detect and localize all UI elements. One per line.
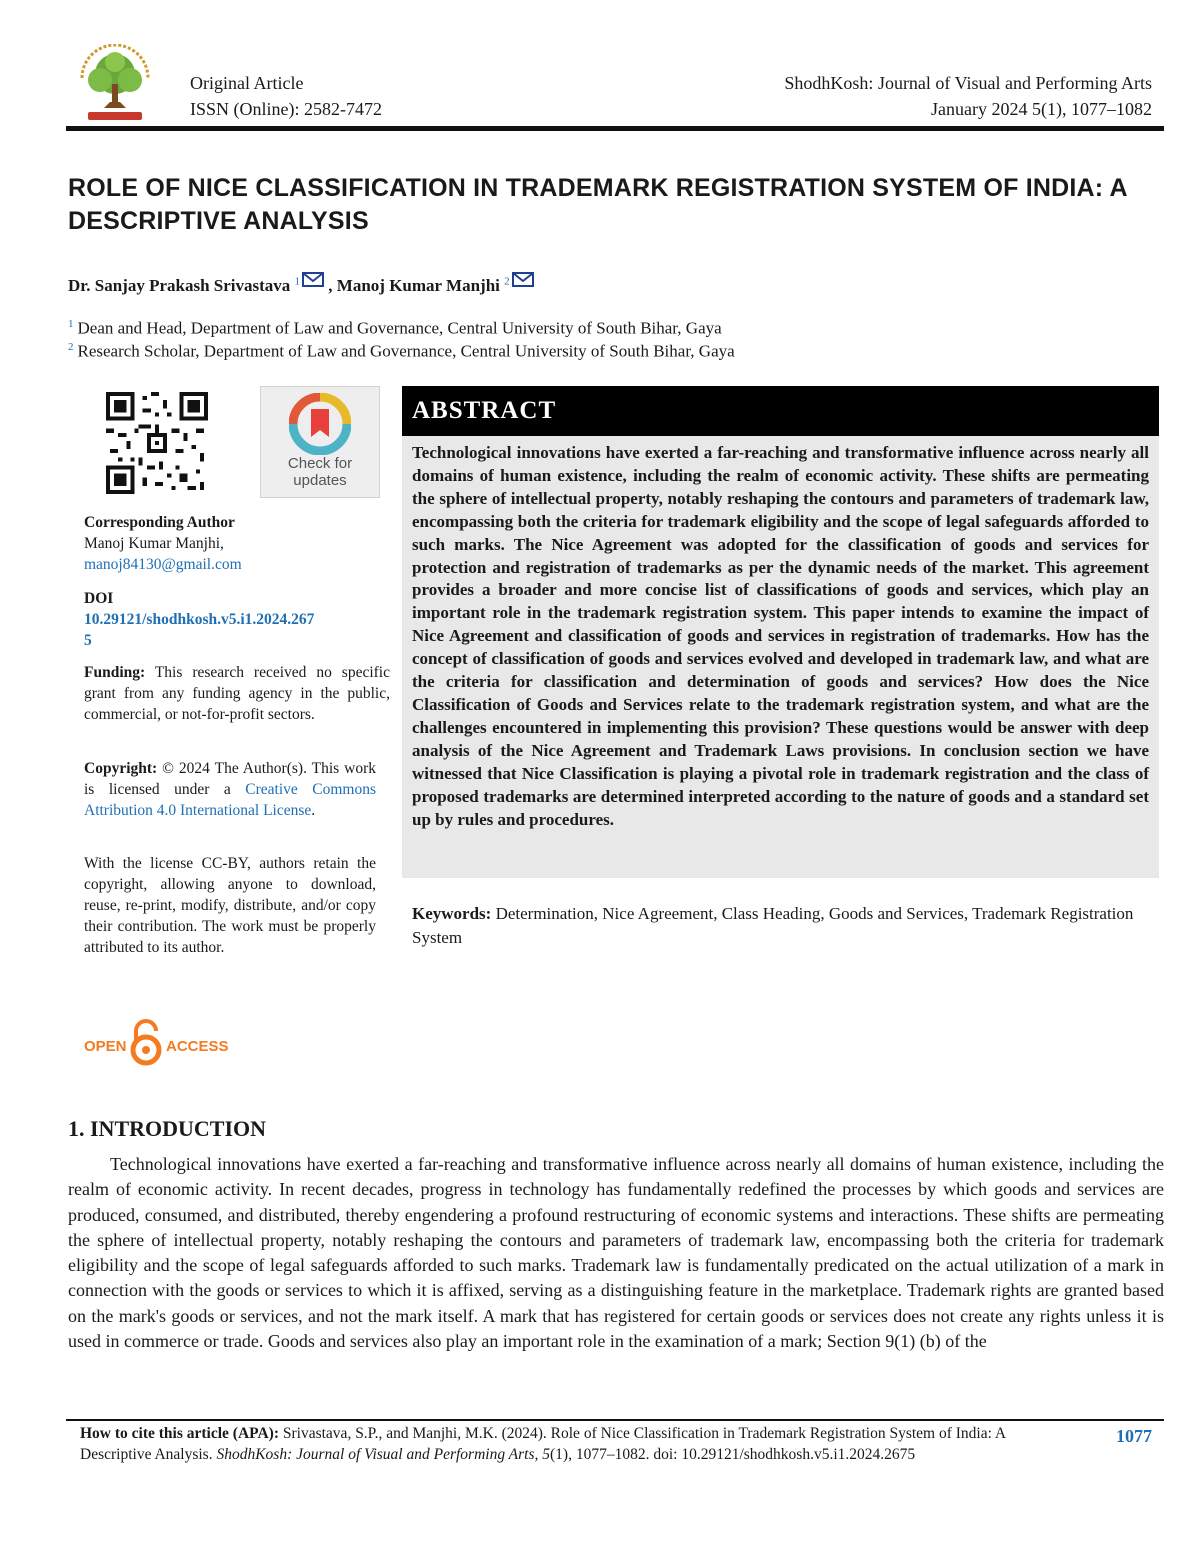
affiliation: $^1$ Dean and Head, Department of Law and Governance, Central University of South Bihar, Gaya	[68, 318, 722, 338]
section-heading: 1. INTRODUCTION	[68, 1116, 267, 1141]
citation-label: How to cite this article (APA):	[80, 1425, 279, 1442]
keywords-text: Determination, Nice Agreement, Class Heading, Goods and Services, Trademark Registration System	[412, 904, 1134, 947]
abstract-heading: ABSTRACT	[402, 386, 1159, 436]
copyright-statement: Copyright: © 2024 The Author(s). This work is licensed under a Creative Commons Attribution 4.0 International License.	[84, 760, 377, 819]
paper-title: ROLE OF NICE CLASSIFICATION IN TRADEMARK REGISTRATION SYSTEM OF INDIA: A DESCRIPTIVE ANALYSIS	[68, 174, 1127, 235]
license-link[interactable]: Creative Commons Attribution 4.0 International License	[84, 781, 376, 819]
corresponding-author-block	[84, 512, 390, 575]
journal-logo	[74, 44, 156, 124]
header-divider	[66, 126, 1164, 131]
copyright-text: © 2024 The Author(s). This work is licensed under a	[84, 760, 377, 798]
affiliation: $^2$ Research Scholar, Department of Law and Governance, Central University of South Bihar, Gaya	[68, 341, 735, 361]
email-icon[interactable]	[302, 272, 324, 287]
check-for-updates-badge[interactable]	[260, 386, 380, 498]
doi-block	[84, 588, 390, 651]
author-name[interactable]: Dr. Sanjay Prakash Srivastava	[68, 276, 291, 295]
funding-label: Funding:	[84, 664, 146, 681]
author-sup: 1	[294, 275, 301, 288]
qr-code	[106, 392, 208, 494]
funding-statement	[84, 662, 390, 725]
svg-text:OPEN: OPEN	[84, 1038, 127, 1055]
citation-journal: ShodhKosh: Journal of Visual and Performing Arts, 5	[216, 1445, 551, 1463]
copyright-label: Copyright:	[84, 760, 158, 777]
check-for-updates-line2: updates	[293, 472, 347, 489]
email-icon[interactable]	[512, 272, 534, 287]
article-type: Original Article	[190, 73, 304, 93]
abstract-text: Technological innovations have exerted a far-reaching and transformative influence across nearly all domains of human existence, including the realm of economic activity. These shifts are permeating the sphere of intellectual property, notably reshaping the contours and parameters of trademark law, encompassing both the criteria for trademark eligibility and the scope of legal safeguards afforded to such marks. The Nice Agreement was adopted for the classification of goods and services for protection and registration of trademarks as per the dynamic needs of the market. This agreement provides a broader and more concise list of classifications of goods and services, which play an important role in the trademark registration system. This paper intends to examine the impact of Nice Agreement and classification of goods and services in registration of trademarks. How has the concept of classification of goods and services evolved and developed in trademark law, and what are the criteria for classification and determination of goods and services? How does the Nice Classification of Goods and Services relate to the trademark registration system, and what are the challenges encountered in implementing this provision? These questions would be answer with deep analysis of the Nice Agreement and Trademark Laws provisions. In conclusion section we have witnessed that Nice Classification is playing a pivotal role in trademark registration and the class of proposed trademarks are determined interpreted according to the nature of goods and a standard set up by rules and procedures.	[402, 436, 1159, 878]
citation-text: Srivastava, S.P., and Manjhi, M.K. (2024). Role of Nice Classification in Trademark Registration System of India: A Descriptive Analysis.	[80, 1425, 1006, 1463]
corresponding-author-label: Corresponding Author	[84, 514, 235, 531]
body-paragraph: Technological innovations have exerted a far-reaching and transformative influence across nearly all domains of human existence, including the realm of economic activity. In recent decades, progress in technology has fundamentally redefined the processes by which goods and services are produced, consumed, and distributed, thereby engendering a profound restructuring of economic systems and interactions. These shifts are permeating the sphere of intellectual property, notably reshaping the contours and parameters of trademark law, encompassing both the criteria for trademark eligibility and the scope of legal safeguards afforded to such marks. Trademark law is fundamentally predicated on the actual utilization of a mark in connection with the goods or services to which it is affixed, serving as a distinguishing feature in the marketplace. Trademark rights are granted based on the mark's goods or services, and not the mark itself. A mark that has registered for certain goods or services does not create any rights unless it is used in commerce or trade. Goods and services also play an important role in the examination of a mark; Section 9(1) (b) of the	[68, 1154, 1164, 1352]
doi-link[interactable]: 10.29121/shodhkosh.v5.i1.2024.267 5	[84, 611, 315, 649]
author-list: Dr. Sanjay Prakash Srivastava $^1$ , Manoj Kumar Manjhi $^2$	[68, 272, 534, 296]
author-sup: 2	[504, 275, 510, 288]
citation-tail: (1), 1077–1082. doi: 10.29121/shodhkosh.v5.i1.2024.2675	[550, 1445, 916, 1463]
check-for-updates-line1: Check for	[287, 455, 353, 472]
issue-info: January 2024 5(1), 1077–1082	[931, 99, 1152, 119]
doi-label: DOI	[84, 590, 114, 607]
footer-divider	[66, 1419, 1164, 1421]
keywords-label: Keywords:	[412, 904, 492, 923]
license-note: With the license CC-BY, authors retain the copyright, allowing anyone to download, reuse, re-print, modify, distribute, and/or copy their contribution. The work must be properly attributed to its author.	[84, 855, 376, 956]
corresponding-author-email[interactable]: manoj84130@gmail.com	[84, 556, 242, 573]
page-number: 1077	[1116, 1426, 1152, 1446]
funding-text: This research received no specific grant from any funding agency in the public, commercial, or not-for-profit sectors.	[84, 664, 390, 723]
journal-name: ShodhKosh: Journal of Visual and Performing Arts	[784, 73, 1152, 93]
bookmark-icon	[289, 393, 351, 455]
corresponding-author-name: Manoj Kumar Manjhi,	[84, 535, 224, 552]
issn: ISSN (Online): 2582-7472	[190, 99, 382, 119]
author-name[interactable]: Manoj Kumar Manjhi	[336, 276, 500, 295]
keywords	[412, 902, 1152, 950]
citation	[80, 1424, 1040, 1465]
open-access-logo	[84, 1018, 234, 1070]
svg-text:ACCESS: ACCESS	[166, 1038, 229, 1055]
